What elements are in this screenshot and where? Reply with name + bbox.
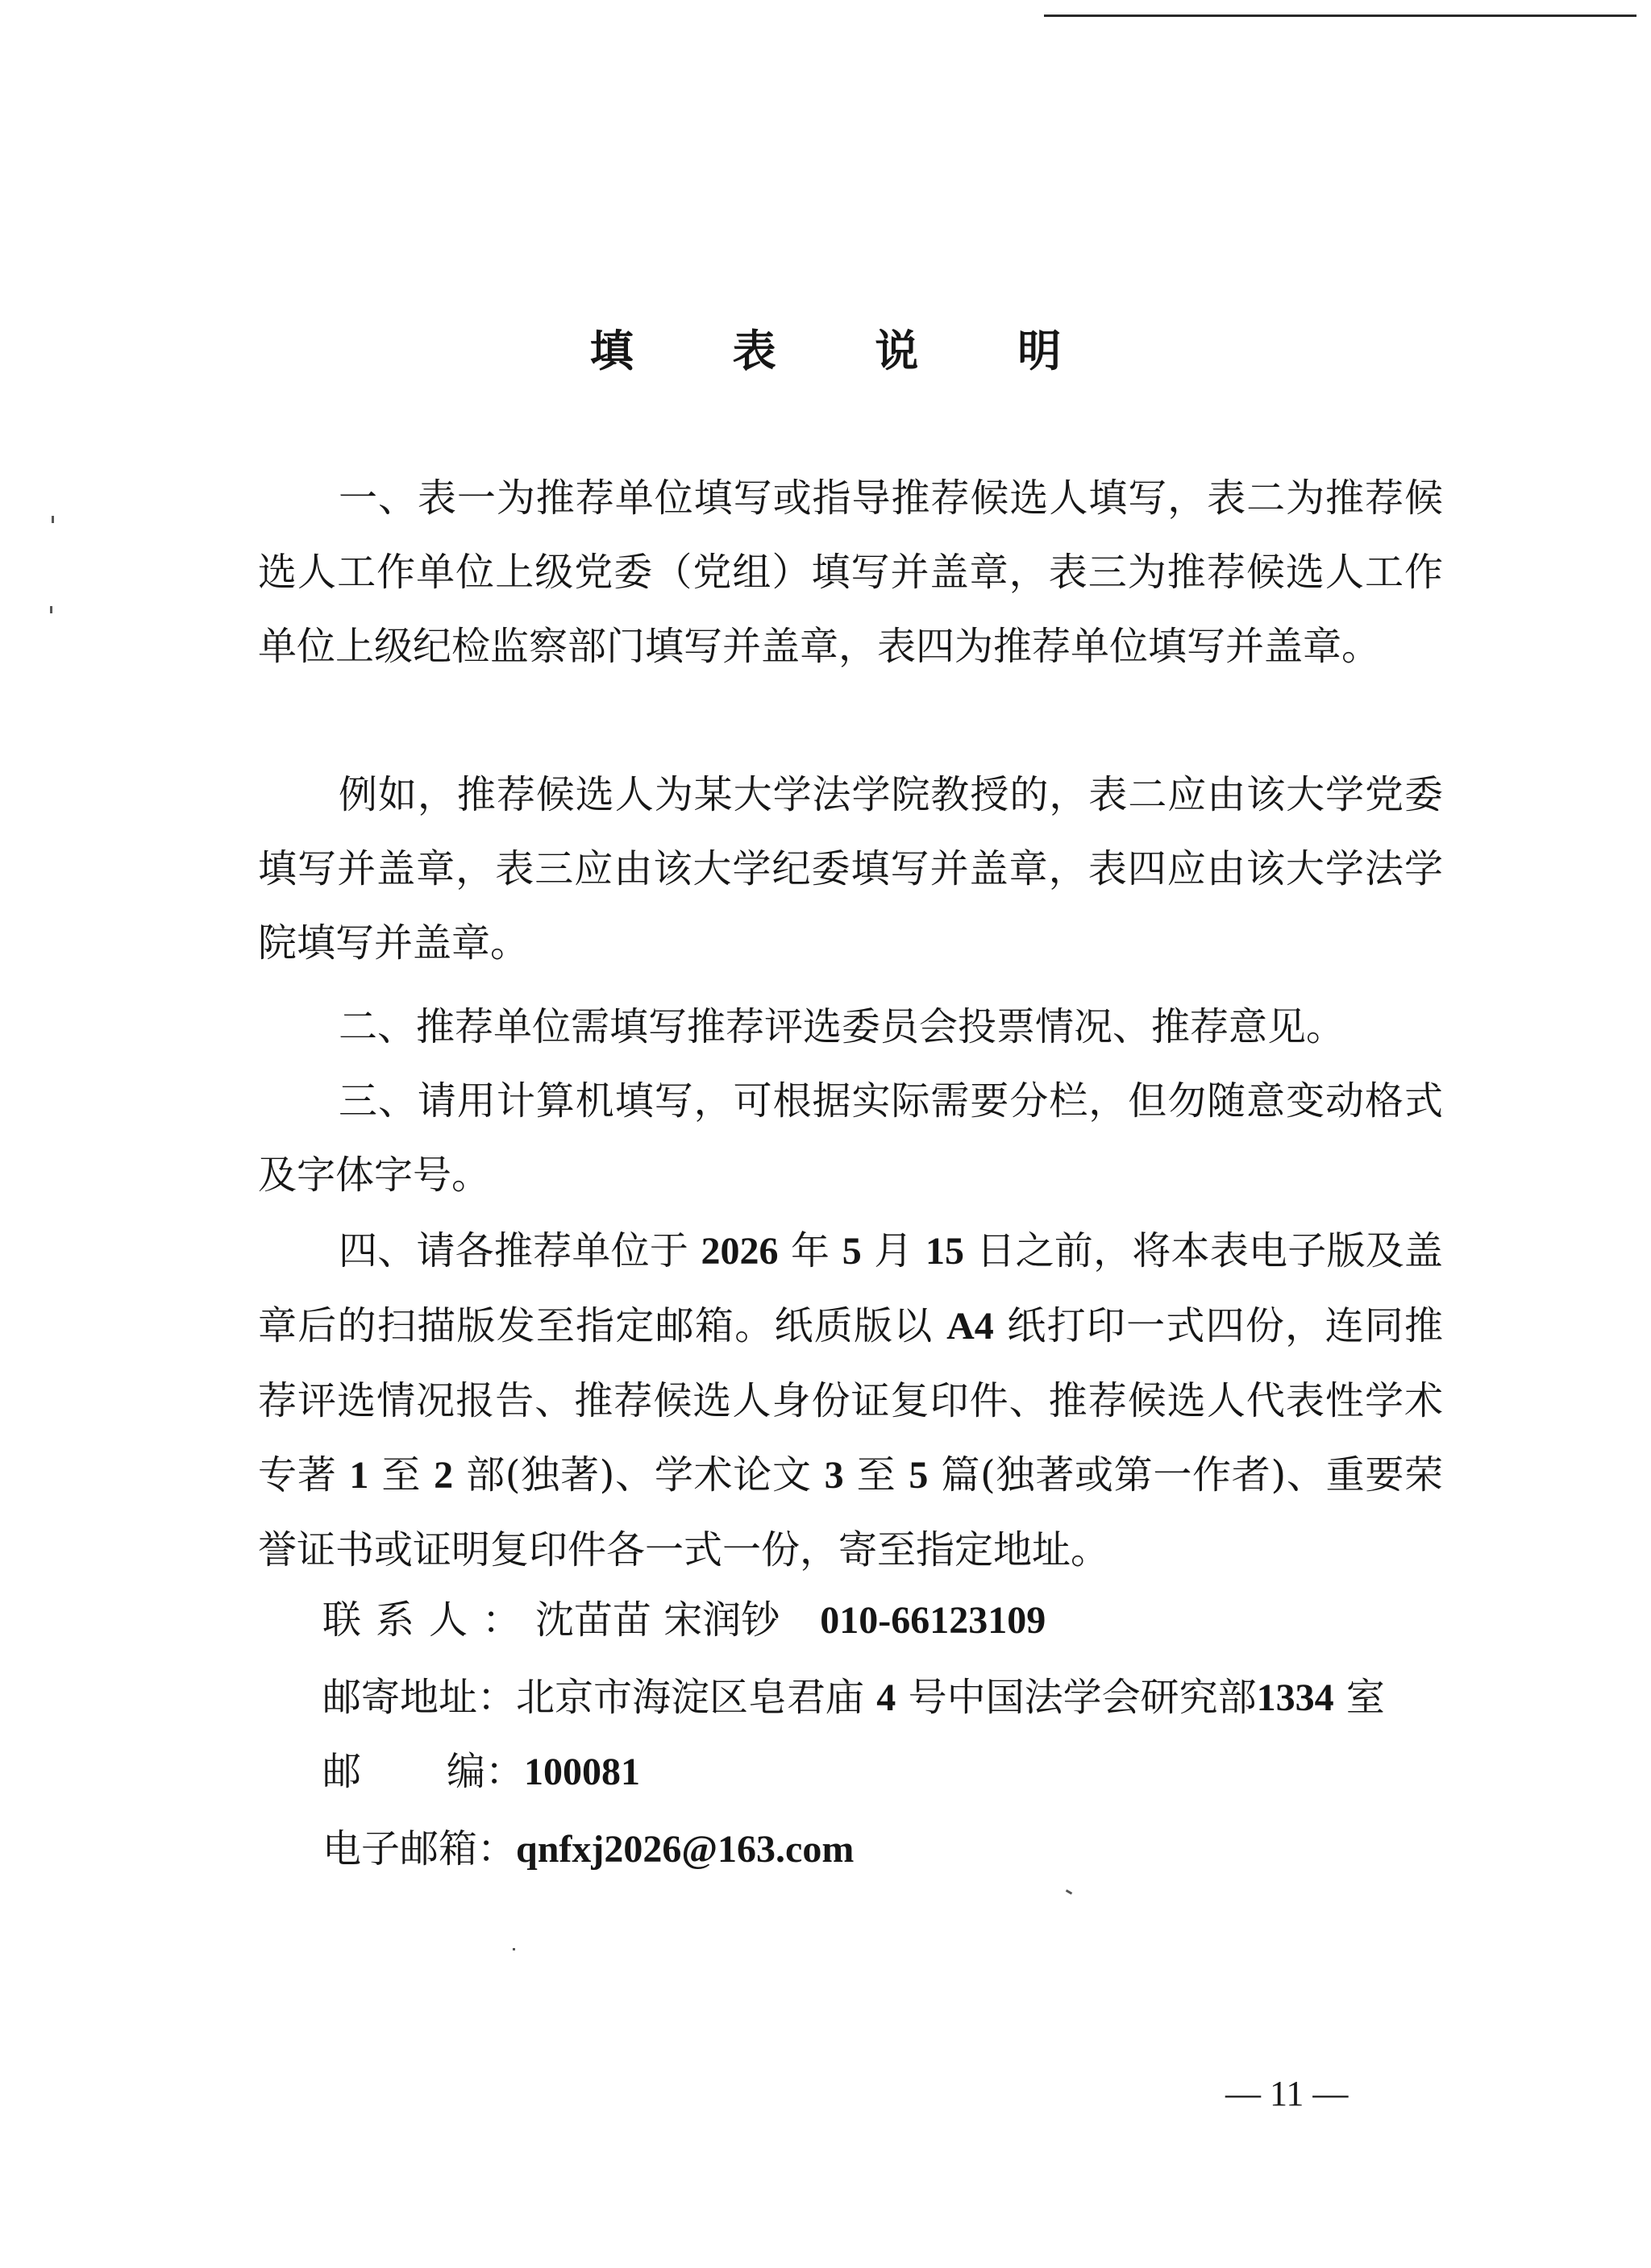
mailing-address-label: 邮寄地址： bbox=[322, 1675, 517, 1720]
p4-text: 年 bbox=[791, 1228, 830, 1273]
scan-speck bbox=[513, 1948, 515, 1950]
p4-text: 月 bbox=[874, 1228, 913, 1273]
postal-code: 100081 bbox=[524, 1751, 640, 1793]
postal-code-line bbox=[322, 1734, 640, 1809]
p4-text: 部(独著)、学术论文 bbox=[466, 1452, 812, 1497]
postal-code-label-part: 编： bbox=[446, 1749, 524, 1794]
instruction-paragraph-2: 二、推荐单位需填写推荐评选委员会投票情况、推荐意见。 bbox=[339, 1004, 1345, 1049]
count-number: 2 bbox=[434, 1454, 454, 1497]
deadline-day: 15 bbox=[925, 1230, 964, 1273]
mailing-address-text: 北京市海淀区皂君庙 bbox=[516, 1675, 865, 1720]
p4-text: 篇(独著或第一作者)、重要荣誉证书或证明复印件各一式一份，寄至指定地址。 bbox=[258, 1452, 1444, 1572]
count-number: 5 bbox=[909, 1454, 929, 1497]
page-number: — 11 — bbox=[1225, 2074, 1349, 2113]
mailing-address-text: 号中国法学会研究部 bbox=[908, 1675, 1257, 1720]
deadline-year: 2026 bbox=[701, 1230, 779, 1273]
mailing-address-number: 4 bbox=[876, 1676, 896, 1719]
count-number: 1 bbox=[349, 1454, 369, 1497]
instruction-paragraph-3: 三、请用计算机填写，可根据实际需要分栏，但勿随意变动格式及字体字号。 bbox=[258, 1078, 1443, 1198]
contact-person-label: 联系人： bbox=[322, 1597, 536, 1643]
instruction-paragraph-1: 一、表一为推荐单位填写或指导推荐候选人填写，表二为推荐候选人工作单位上级党委（党组）填写并盖章，表三为推荐候选人工作单位上级纪检监察部门填写并盖章，表四为推荐单位填写并盖章。 bbox=[258, 476, 1443, 669]
email-label: 电子邮箱： bbox=[322, 1826, 517, 1871]
contact-phone: 010-66123109 bbox=[820, 1599, 1046, 1642]
p4-text: 日之前，将本表电子版及盖章后的扫描版发至指定邮箱。纸质版以 bbox=[258, 1228, 1443, 1348]
scan-speck bbox=[1066, 1889, 1072, 1895]
page-title: 填 表 说 明 bbox=[589, 325, 1104, 376]
example-paragraph: 例如，推荐候选人为某大学法学院教授的，表二应由该大学党委填写并盖章，表三应由该大学纪委填写并盖章，表四应由该大学法学院填写并盖章。 bbox=[258, 772, 1443, 966]
mailing-address-line bbox=[322, 1660, 1385, 1735]
p4-text: 至 bbox=[381, 1452, 422, 1497]
scan-top-rule bbox=[1044, 15, 1636, 17]
contact-person-names: 沈苗苗 宋润钞 bbox=[535, 1597, 780, 1643]
mailing-address-room: 1334 bbox=[1256, 1676, 1334, 1719]
contact-person-line bbox=[322, 1583, 1046, 1658]
count-number: 3 bbox=[824, 1454, 844, 1497]
paper-size: A4 bbox=[946, 1305, 994, 1348]
instruction-paragraph-4 bbox=[258, 1214, 1443, 1587]
postal-code-label bbox=[322, 1734, 524, 1809]
postal-code-label-part: 邮 bbox=[322, 1749, 362, 1794]
email-line bbox=[322, 1812, 854, 1887]
mailing-address-text: 室 bbox=[1345, 1675, 1385, 1720]
scan-speck bbox=[52, 516, 54, 523]
p4-text: 四、请各推荐单位于 bbox=[339, 1228, 689, 1273]
p4-text: 纸打印一式四份，连同推荐评选情况报告、推荐候选人身份证复印件、推荐候选人代表性学术专著 bbox=[258, 1303, 1443, 1497]
scan-speck bbox=[50, 606, 52, 613]
p4-text: 至 bbox=[856, 1452, 896, 1497]
email-address[interactable]: qnfxj2026@163.com bbox=[516, 1828, 855, 1871]
deadline-month: 5 bbox=[842, 1230, 862, 1273]
